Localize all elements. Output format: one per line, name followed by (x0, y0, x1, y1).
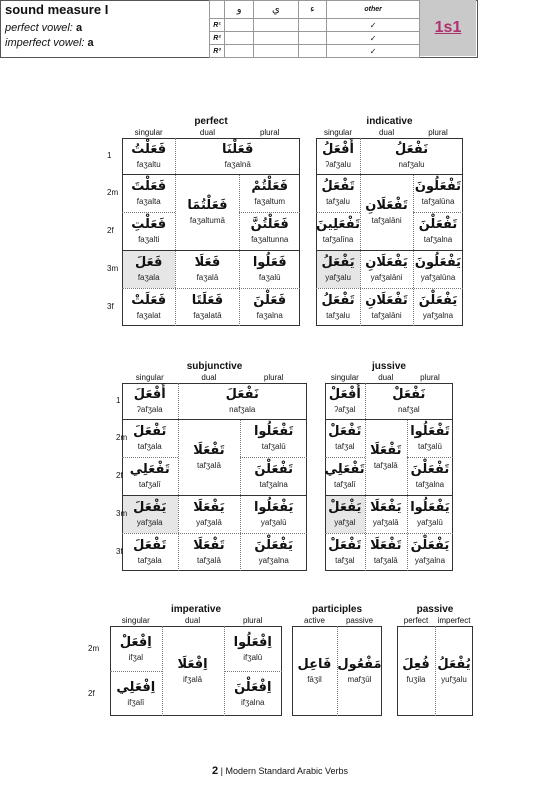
dual-header: dual (378, 128, 395, 137)
arabic-form: اِفْعَلْنَ (234, 679, 272, 695)
transliteration: yafʒalna (258, 556, 289, 565)
transliteration: yafʒalūna (420, 273, 456, 282)
cell-1s (316, 141, 360, 171)
arabic-form: فَعَلَتَا (191, 293, 224, 308)
cell-2fp (224, 679, 282, 709)
dual-header: dual (201, 373, 217, 382)
arabic-form: تَفْعَلْنَ (418, 217, 458, 232)
cell-2mp (240, 423, 307, 453)
arabic-form: تَفْعَلَا (370, 538, 402, 553)
dual-header: dual (199, 128, 215, 137)
transliteration: ʔafʒala (136, 405, 163, 414)
transliteration: tafʒalū (417, 442, 442, 451)
arabic-form: فَعَلْنَا (222, 142, 254, 157)
arabic-form: تَفْعَلْنَ (254, 462, 293, 477)
root-row-r2: R² (210, 32, 225, 45)
arabic-form: يَفْعَلُ (321, 255, 355, 270)
person-label-p3f: 3f (107, 302, 114, 311)
person-label-p2m: 2m (107, 188, 119, 197)
plural-header: plural (242, 616, 263, 625)
arabic-form: فَعَلْتُمَا (187, 198, 228, 213)
cell-2ms (122, 423, 178, 453)
root-col-hamza: ء (298, 1, 327, 19)
cell-3md (178, 499, 241, 529)
arabic-form: فَعَلْتِ (131, 217, 167, 232)
subjunctive-title: subjunctive (186, 361, 243, 372)
arabic-form: تَفْعَلِينَ (316, 217, 360, 232)
arabic-form: فَعَلْتَ (131, 179, 167, 194)
cell-2d (162, 656, 224, 686)
transliteration: tafʒala (137, 442, 162, 451)
cell-1p (360, 141, 463, 171)
measure-title: sound measure I (5, 2, 109, 17)
transliteration: tafʒal (335, 442, 355, 451)
arabic-form: تَفْعَلْ (328, 538, 362, 553)
transliteration: tafʒalūna (421, 197, 455, 206)
imperfect-vowel-value: a (87, 37, 94, 49)
transliteration: tafʒalna (423, 235, 453, 244)
transliteration: tafʒalīna (322, 235, 354, 244)
transliteration: faʒaltum (254, 197, 286, 206)
cell-3fd (360, 292, 413, 322)
cell-2mp (239, 178, 300, 208)
plural-header: plural (263, 373, 284, 382)
imperfect-header: imperfect (437, 616, 471, 625)
row-divider (122, 457, 178, 458)
transliteration: tafʒalu (326, 197, 351, 206)
arabic-form: يَفْعَلْنَ (418, 293, 458, 308)
cell-2d (365, 442, 407, 472)
cell-passive (337, 656, 382, 686)
row-divider (122, 533, 307, 534)
transliteration: yafʒalna (422, 311, 454, 320)
row-divider (240, 457, 307, 458)
transliteration: yafʒalū (417, 518, 443, 527)
arabic-form: تَفْعَلَا (370, 443, 402, 458)
row-divider (224, 671, 282, 672)
transliteration: tafʒalā (196, 461, 221, 470)
arabic-form: يَفْعَلُوا (253, 500, 294, 515)
transliteration: faʒalna (256, 311, 283, 320)
arabic-form: يَفْعَلَانِ (365, 255, 408, 270)
row-divider (325, 495, 453, 496)
transliteration: tafʒalī (333, 480, 356, 489)
row-divider (316, 212, 360, 213)
cell-2ms (110, 634, 162, 664)
jussive-title: jussive (372, 361, 406, 372)
transliteration: faʒalta (136, 197, 161, 206)
cell-2d (178, 442, 241, 472)
transliteration: faʒaltunna (251, 235, 289, 244)
cell-3ms (325, 499, 365, 529)
cell-2fp (413, 216, 463, 246)
root-type-table (209, 0, 420, 58)
arabic-form: يَفْعَلَا (370, 500, 402, 515)
person-label-p2f: 2f (116, 471, 123, 480)
arabic-form: يَفْعَلْنَ (410, 538, 450, 553)
transliteration: tafʒalāni (371, 216, 402, 225)
arabic-form: مَفْعُول (337, 657, 382, 672)
arabic-form: فَعَلُوا (252, 255, 287, 270)
arabic-form: أَفْعَلْ (328, 387, 361, 402)
arabic-form: يَفْعَلُوا (410, 500, 450, 515)
cell-2fs (122, 216, 175, 246)
cell-1p (365, 386, 453, 416)
transliteration: faʒalti (138, 235, 160, 244)
arabic-form: اِفْعَلُوا (233, 634, 272, 650)
arabic-form: أَفْعَلُ (322, 142, 354, 157)
arabic-form: تَفْعَلِي (324, 462, 365, 477)
imperative-title: imperative (170, 604, 222, 615)
arabic-form: تَفْعَلُوا (410, 424, 450, 439)
person-label-p3m: 3m (107, 264, 119, 273)
row-divider (110, 671, 162, 672)
page-number: 2 (211, 765, 219, 777)
cell-3mp (240, 499, 307, 529)
transliteration: tafʒal (335, 556, 355, 565)
arabic-form: يَفْعَلْ (328, 500, 362, 515)
row-divider (325, 533, 453, 534)
cell-3fs (122, 292, 175, 322)
singular-header: singular (330, 373, 359, 382)
arabic-form: تَفْعَلَا (193, 443, 225, 458)
arabic-form: فَعَلْتُ (131, 142, 167, 157)
cell-perfect (397, 656, 435, 686)
cell-3fd (175, 292, 239, 322)
transliteration: tafʒalā (196, 556, 221, 565)
arabic-form: يَفْعَلَا (193, 500, 225, 515)
arabic-form: فَعَلَا (194, 255, 221, 270)
dual-header: dual (184, 616, 201, 625)
arabic-form: فُعِلَ (402, 657, 430, 672)
verb-header-box (0, 0, 478, 58)
transliteration: faʒaltu (136, 160, 161, 169)
row-divider (316, 174, 463, 175)
arabic-form: يُفْعَلُ (437, 657, 471, 672)
transliteration: yafʒal (334, 518, 356, 527)
cell-3mp (239, 254, 300, 284)
check-mark: ✓ (327, 45, 420, 58)
cell-2fs (325, 461, 365, 491)
arabic-form: تَفْعَلُونَ (414, 179, 462, 194)
cell-1p (175, 141, 300, 171)
cell-2d (360, 197, 413, 227)
row-divider (316, 250, 463, 251)
cell-3fs (122, 537, 178, 567)
imperfect-vowel-label: imperfect vowel: (5, 37, 85, 49)
cell-2fp (407, 461, 453, 491)
cell-2fs (316, 216, 360, 246)
arabic-form: فَعَلَ (134, 255, 163, 270)
transliteration: faʒalatā (193, 311, 222, 320)
cell-3md (360, 254, 413, 284)
plural-header: plural (428, 128, 448, 137)
root-col-waw: و (225, 1, 254, 19)
singular-header: singular (134, 128, 163, 137)
verb-code-box (420, 0, 476, 56)
footer-separator: | (220, 766, 223, 776)
arabic-form: تَفْعَلْ (328, 424, 362, 439)
person-label-p3f: 3f (116, 547, 123, 556)
transliteration: faʒalā (196, 273, 219, 282)
cell-1s (122, 386, 178, 416)
cell-3fd (178, 537, 241, 567)
transliteration: yafʒalu (325, 273, 351, 282)
transliteration: fāʒil (307, 675, 322, 684)
root-row-r1: R¹ (210, 19, 225, 32)
indicative-title: indicative (366, 116, 413, 127)
arabic-form: تَفْعَلَانِ (365, 293, 408, 308)
cell-3fp (413, 292, 463, 322)
cell-3md (365, 499, 407, 529)
row-divider (122, 419, 307, 420)
person-label-p3m: 3m (116, 509, 128, 518)
perfect-vowel-label: perfect vowel: (5, 22, 73, 34)
transliteration: ifʒal (128, 652, 144, 662)
root-row-r3: R³ (210, 45, 225, 58)
cell-2ms (122, 178, 175, 208)
row-divider (325, 419, 453, 420)
plural-header: plural (259, 128, 280, 137)
transliteration: tafʒala (137, 556, 162, 565)
transliteration: tafʒalā (373, 556, 398, 565)
transliteration: ifʒalna (241, 697, 265, 707)
cell-3mp (407, 499, 453, 529)
root-col-ya: ي (254, 1, 298, 19)
person-label-p2f: 2f (88, 688, 95, 698)
transliteration: tafʒalā (373, 461, 398, 470)
arabic-form: نَفْعَلَ (225, 387, 259, 402)
arabic-form: اِفْعَلَا (177, 657, 208, 672)
active-header: active (304, 616, 325, 625)
transliteration: faʒalnā (224, 160, 251, 169)
cell-1p (178, 386, 308, 416)
singular-header: singular (135, 373, 164, 382)
cell-2ms (316, 178, 360, 208)
arabic-form: فَعَلْتُمْ (251, 179, 289, 194)
cell-imperfect (435, 656, 473, 686)
person-label-p1: 1 (107, 151, 112, 160)
transliteration: yafʒalā (196, 518, 222, 527)
transliteration: ʔafʒal (334, 405, 356, 414)
singular-header: singular (121, 616, 150, 625)
transliteration: nafʒala (229, 405, 256, 414)
arabic-form: تَفْعَلُ (321, 179, 355, 194)
arabic-form: تَفْعَلُوا (253, 424, 294, 439)
participles-title: participles (311, 604, 363, 615)
cell-2fp (239, 216, 300, 246)
arabic-form: نَفْعَلُ (394, 142, 429, 157)
arabic-form: اِفْعَلْ (119, 634, 152, 650)
transliteration: fuʒila (406, 675, 426, 684)
singular-header: singular (324, 128, 353, 137)
transliteration: yafʒalāni (370, 273, 403, 282)
cell-2fs (110, 679, 162, 709)
transliteration: faʒalat (136, 311, 161, 320)
cell-3fp (407, 537, 453, 567)
arabic-form: تَفْعَلُ (321, 293, 355, 308)
cell-2fp (240, 461, 307, 491)
arabic-form: تَفْعَلَانِ (365, 198, 408, 213)
transliteration: tafʒalāni (371, 311, 402, 320)
person-label-p2f: 2f (107, 226, 114, 235)
cell-2d (175, 197, 239, 227)
person-label-p2m: 2m (116, 433, 128, 442)
arabic-form: يَفْعَلَ (133, 500, 167, 515)
transliteration: nafʒalu (398, 160, 425, 169)
transliteration: tafʒalna (415, 480, 445, 489)
cell-3mp (413, 254, 463, 284)
verb-code: 1s1 (434, 19, 462, 36)
arabic-form: اِفْعَلِي (116, 679, 156, 695)
perfect-vowel-value: a (75, 22, 83, 34)
cell-3fs (316, 292, 360, 322)
transliteration: yufʒalu (441, 675, 467, 684)
transliteration: mafʒūl (347, 675, 372, 684)
plural-header: plural (420, 373, 440, 382)
transliteration: yafʒalū (260, 518, 287, 527)
perfect-title: perfect (194, 116, 228, 127)
row-divider (122, 250, 300, 251)
transliteration: nafʒal (397, 405, 420, 414)
cell-3ms (122, 254, 175, 284)
arabic-form: أَفْعَلَ (133, 387, 166, 402)
arabic-form: يَفْعَلْنَ (254, 538, 293, 553)
transliteration: ifʒalī (127, 697, 145, 707)
cell-3fd (365, 537, 407, 567)
cell-3fp (240, 537, 307, 567)
transliteration: faʒaltumā (189, 216, 225, 225)
transliteration: tafʒalī (138, 480, 161, 489)
arabic-form: فَعَلْنَ (253, 293, 287, 308)
arabic-form: فَعَلْتُنَّ (250, 217, 289, 232)
row-divider (122, 495, 307, 496)
arabic-form: تَفْعَلَ (133, 424, 167, 439)
cell-2fs (122, 461, 178, 491)
arabic-form: تَفْعَلَا (193, 538, 225, 553)
row-divider (413, 212, 463, 213)
row-divider (239, 212, 300, 213)
cell-active (292, 656, 337, 686)
cell-3fs (325, 537, 365, 567)
row-divider (407, 457, 453, 458)
cell-3fp (239, 292, 300, 322)
arabic-form: فَاعِل (297, 657, 332, 672)
cell-3ms (316, 254, 360, 284)
cell-3ms (122, 499, 178, 529)
transliteration: tafʒalu (326, 311, 351, 320)
person-label-p2m: 2m (88, 643, 100, 653)
arabic-form: فَعَلَتْ (131, 293, 167, 308)
passive-title: passive (416, 604, 454, 615)
transliteration: faʒala (137, 273, 160, 282)
row-divider (122, 174, 300, 175)
row-divider (122, 288, 300, 289)
transliteration: yafʒalā (372, 518, 399, 527)
arabic-form: تَفْعَلَ (133, 538, 167, 553)
root-col-other: other (327, 1, 420, 19)
cell-1s (325, 386, 365, 416)
cell-1s (122, 141, 175, 171)
transliteration: ʔafʒalu (325, 160, 351, 169)
transliteration: ifʒalū (243, 652, 263, 662)
page-footer (0, 765, 560, 777)
transliteration: tafʒalna (259, 480, 288, 489)
row-divider (316, 288, 463, 289)
imperfect-vowel-line (5, 37, 94, 49)
check-mark: ✓ (327, 32, 420, 45)
cell-2mp (224, 634, 282, 664)
cell-2mp (413, 178, 463, 208)
cell-2ms (325, 423, 365, 453)
transliteration: yafʒala (136, 518, 163, 527)
perfect-vowel-line (5, 22, 82, 34)
book-title: Modern Standard Arabic Verbs (225, 766, 349, 776)
transliteration: ifʒalā (183, 675, 203, 684)
transliteration: faʒalū (258, 273, 281, 282)
row-divider (325, 457, 365, 458)
person-label-p1: 1 (116, 396, 121, 405)
cell-3md (175, 254, 239, 284)
check-mark: ✓ (327, 19, 420, 32)
arabic-form: نَفْعَلْ (392, 387, 426, 402)
transliteration: yafʒalna (414, 556, 446, 565)
arabic-form: تَفْعَلِي (129, 462, 170, 477)
arabic-form: يَفْعَلُونَ (414, 255, 462, 270)
transliteration: tafʒalū (261, 442, 286, 451)
cell-2mp (407, 423, 453, 453)
dual-header: dual (378, 373, 394, 382)
passive-header: passive (345, 616, 374, 625)
row-divider (122, 212, 175, 213)
perfect-header: perfect (403, 616, 429, 625)
arabic-form: تَفْعَلْنَ (410, 462, 450, 477)
